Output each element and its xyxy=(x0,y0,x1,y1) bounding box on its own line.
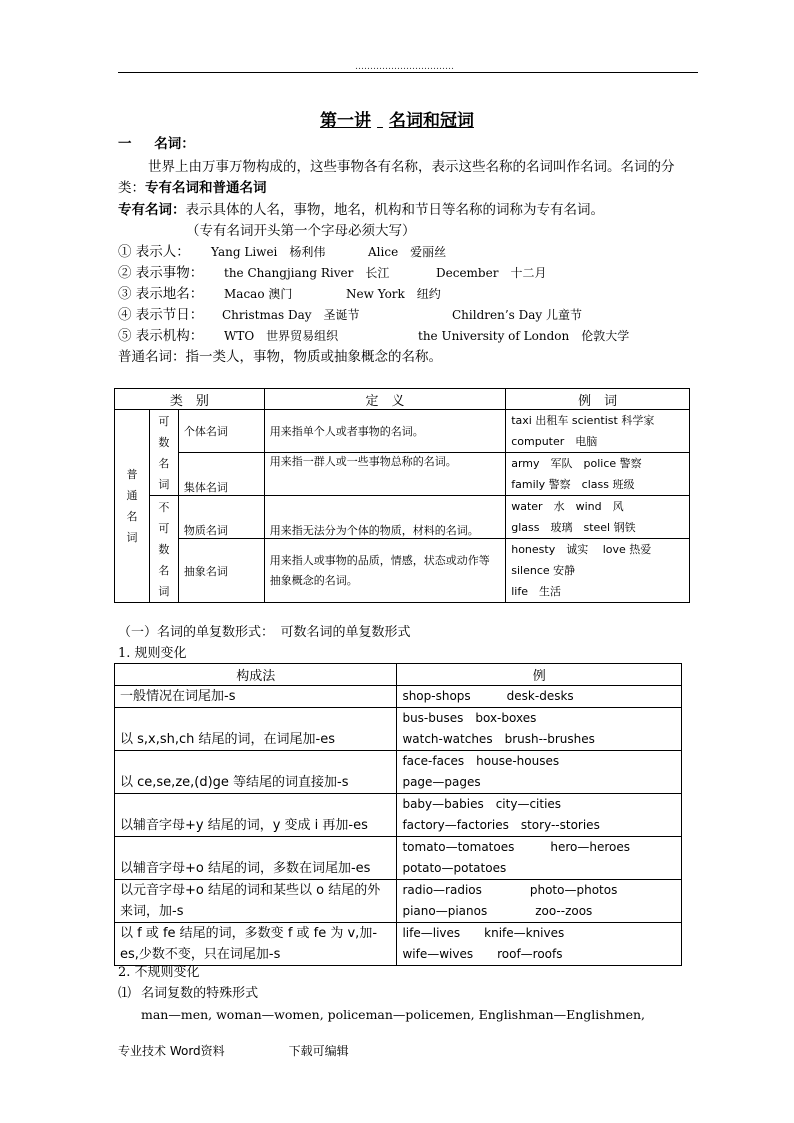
table-row xyxy=(115,453,690,496)
common-noun-label: 普通名词： xyxy=(118,349,186,365)
section-number: 一 xyxy=(118,136,132,152)
irregular-examples: man—men, woman—women, policeman—policemen, Englishman—Englishmen, xyxy=(141,1007,646,1022)
rule-heading: 1. 规则变化 xyxy=(118,646,187,661)
rule-text: 以 s,x,sh,ch 结尾的词，在词尾加-es xyxy=(115,708,397,751)
proper-noun-desc: 表示具体的人名，事物，地名，机构和节日等名称的词称为专有名词。 xyxy=(185,202,604,218)
noun-definition: 用来指人或事物的品质，情感，状态或动作等抽象概念的名词。 xyxy=(264,539,506,603)
header-example: 例 xyxy=(397,664,682,686)
rule-text: 以辅音字母+o 结尾的词，多数在词尾加-es xyxy=(115,837,397,880)
item-example: the Changjiang River 长江 xyxy=(224,266,390,280)
noun-examples: taxi 出租车 scientist 科学家 computer 电脑 xyxy=(506,410,690,453)
sub-marker: ⑴ xyxy=(118,986,132,1001)
noun-examples: water 水 wind 风 glass 玻璃 steel 钢铁 xyxy=(506,496,690,539)
sub-text: 名词复数的特殊形式 xyxy=(141,986,259,1001)
section-label: 名词： xyxy=(154,136,195,152)
item-example: Yang Liwei 杨利伟 xyxy=(211,245,326,259)
irregular-heading: 2. 不规则变化 xyxy=(118,965,200,980)
header-rule: 构成法 xyxy=(115,664,397,686)
intro-prefix: 类： xyxy=(118,180,145,196)
title-topic: 名词和冠词 xyxy=(388,111,474,131)
plural-rules-table xyxy=(114,663,682,966)
header-dots: …………………………… xyxy=(355,62,454,72)
uncountable-label: 不 可 数 名 词 xyxy=(149,496,178,603)
rule-examples: bus-buses box-boxes watch-watches brush--brushes xyxy=(397,708,682,751)
proper-item xyxy=(118,326,630,347)
item-marker: ⑤ xyxy=(118,328,132,344)
noun-type: 集体名词 xyxy=(178,453,264,496)
table-row xyxy=(115,496,690,539)
footer-left: 专业技术 Word资料 xyxy=(118,1044,225,1058)
noun-definition: 用来指无法分为个体的物质，材料的名词。 xyxy=(264,496,506,539)
noun-definition: 用来指一群人或一些事物总称的名词。 xyxy=(264,453,506,496)
table-header-row xyxy=(115,664,682,686)
table-row xyxy=(115,923,682,966)
irregular-subheading xyxy=(118,983,258,1004)
item-label: 表示人： xyxy=(135,244,190,260)
item-example: the University of London 伦敦大学 xyxy=(418,329,630,343)
rule-text: 以元音字母+o 结尾的词和某些以 o 结尾的外来词，加-s xyxy=(115,880,397,923)
table-row xyxy=(115,751,682,794)
rule-text: 以 f 或 fe 结尾的词，多数变 f 或 fe 为 v,加-es,少数不变，只在词尾加-s xyxy=(115,923,397,966)
table-row xyxy=(115,708,682,751)
proper-item xyxy=(118,242,447,263)
item-example: New York 纽约 xyxy=(346,287,441,301)
item-example: Children’s Day 儿童节 xyxy=(452,308,582,322)
noun-examples: honesty 诚实 love 热爱 silence 安静 life 生活 xyxy=(506,539,690,603)
section-heading xyxy=(118,134,195,155)
footer-right: 下载可编辑 xyxy=(288,1044,349,1058)
item-example: WTO 世界贸易组织 xyxy=(224,329,339,343)
rule-examples: baby—babies city—cities factory—factories story--stories xyxy=(397,794,682,837)
table-row xyxy=(115,837,682,880)
rule-examples: life—lives knife—knives wife—wives roof—roofs xyxy=(397,923,682,966)
common-noun-definition xyxy=(118,347,442,368)
rule-examples: tomato—tomatoes hero—heroes potato—potatoes xyxy=(397,837,682,880)
item-label: 表示地名： xyxy=(135,286,204,302)
proper-noun-label: 专有名词： xyxy=(118,202,186,218)
item-example: December 十二月 xyxy=(436,266,547,280)
item-example: Alice 爱丽丝 xyxy=(368,245,447,259)
rule-examples: shop-shops desk-desks xyxy=(397,686,682,708)
noun-examples: army 军队 police 警察 family 警察 class 班级 xyxy=(506,453,690,496)
item-example: Macao 澳门 xyxy=(224,287,293,301)
header-examples: 例 词 xyxy=(506,389,690,410)
item-marker: ③ xyxy=(118,286,132,302)
page-footer xyxy=(118,1042,349,1059)
noun-type: 个体名词 xyxy=(178,410,264,453)
table-row xyxy=(115,880,682,923)
proper-item xyxy=(118,305,582,326)
table-row xyxy=(115,539,690,603)
proper-item xyxy=(118,284,441,305)
item-label: 表示机构： xyxy=(135,328,204,344)
table-header-row xyxy=(115,389,690,410)
rule-text: 以 ce,se,ze,(d)ge 等结尾的词直接加-s xyxy=(115,751,397,794)
page-title xyxy=(0,106,794,131)
item-label: 表示事物： xyxy=(135,265,204,281)
countable-label: 可 数 名 词 xyxy=(149,410,178,496)
noun-category-table xyxy=(114,388,690,603)
rule-text: 以辅音字母+y 结尾的词，y 变成 i 再加-es xyxy=(115,794,397,837)
proper-noun-definition xyxy=(118,200,604,221)
rule-examples: face-faces house-houses page—pages xyxy=(397,751,682,794)
item-example: Christmas Day 圣诞节 xyxy=(222,308,360,322)
rule-text: 一般情况在词尾加-s xyxy=(115,686,397,708)
intro-line-1: 世界上由万事万物构成的，这些事物各有名称，表示这些名称的名词叫作名词。名词的分 xyxy=(148,159,675,175)
header-category: 类 别 xyxy=(115,389,265,410)
item-marker: ② xyxy=(118,265,132,281)
intro-line-2 xyxy=(118,178,267,199)
noun-definition: 用来指单个人或者事物的名词。 xyxy=(264,410,506,453)
common-noun-desc: 指一类人，事物，物质或抽象概念的名称。 xyxy=(185,349,442,365)
table-row xyxy=(115,686,682,708)
noun-type: 物质名词 xyxy=(178,496,264,539)
group-label: 普 通 名 词 xyxy=(115,410,150,603)
table-row xyxy=(115,794,682,837)
noun-type: 抽象名词 xyxy=(178,539,264,603)
subsection-heading: （一）名词的单复数形式： 可数名词的单复数形式 xyxy=(118,625,411,640)
header-divider xyxy=(118,72,698,73)
item-marker: ④ xyxy=(118,307,132,323)
proper-item xyxy=(118,263,547,284)
intro-bold: 专有名词和普通名词 xyxy=(145,180,267,196)
proper-noun-note: （专有名词开头第一个字母必须大写） xyxy=(186,223,416,239)
rule-examples: radio—radios photo—photos piano—pianos zoo--zoos xyxy=(397,880,682,923)
title-lecture: 第一讲 xyxy=(320,111,372,131)
table-row xyxy=(115,410,690,453)
header-definition: 定 义 xyxy=(264,389,506,410)
item-marker: ① xyxy=(118,244,132,260)
item-label: 表示节日： xyxy=(135,307,204,323)
